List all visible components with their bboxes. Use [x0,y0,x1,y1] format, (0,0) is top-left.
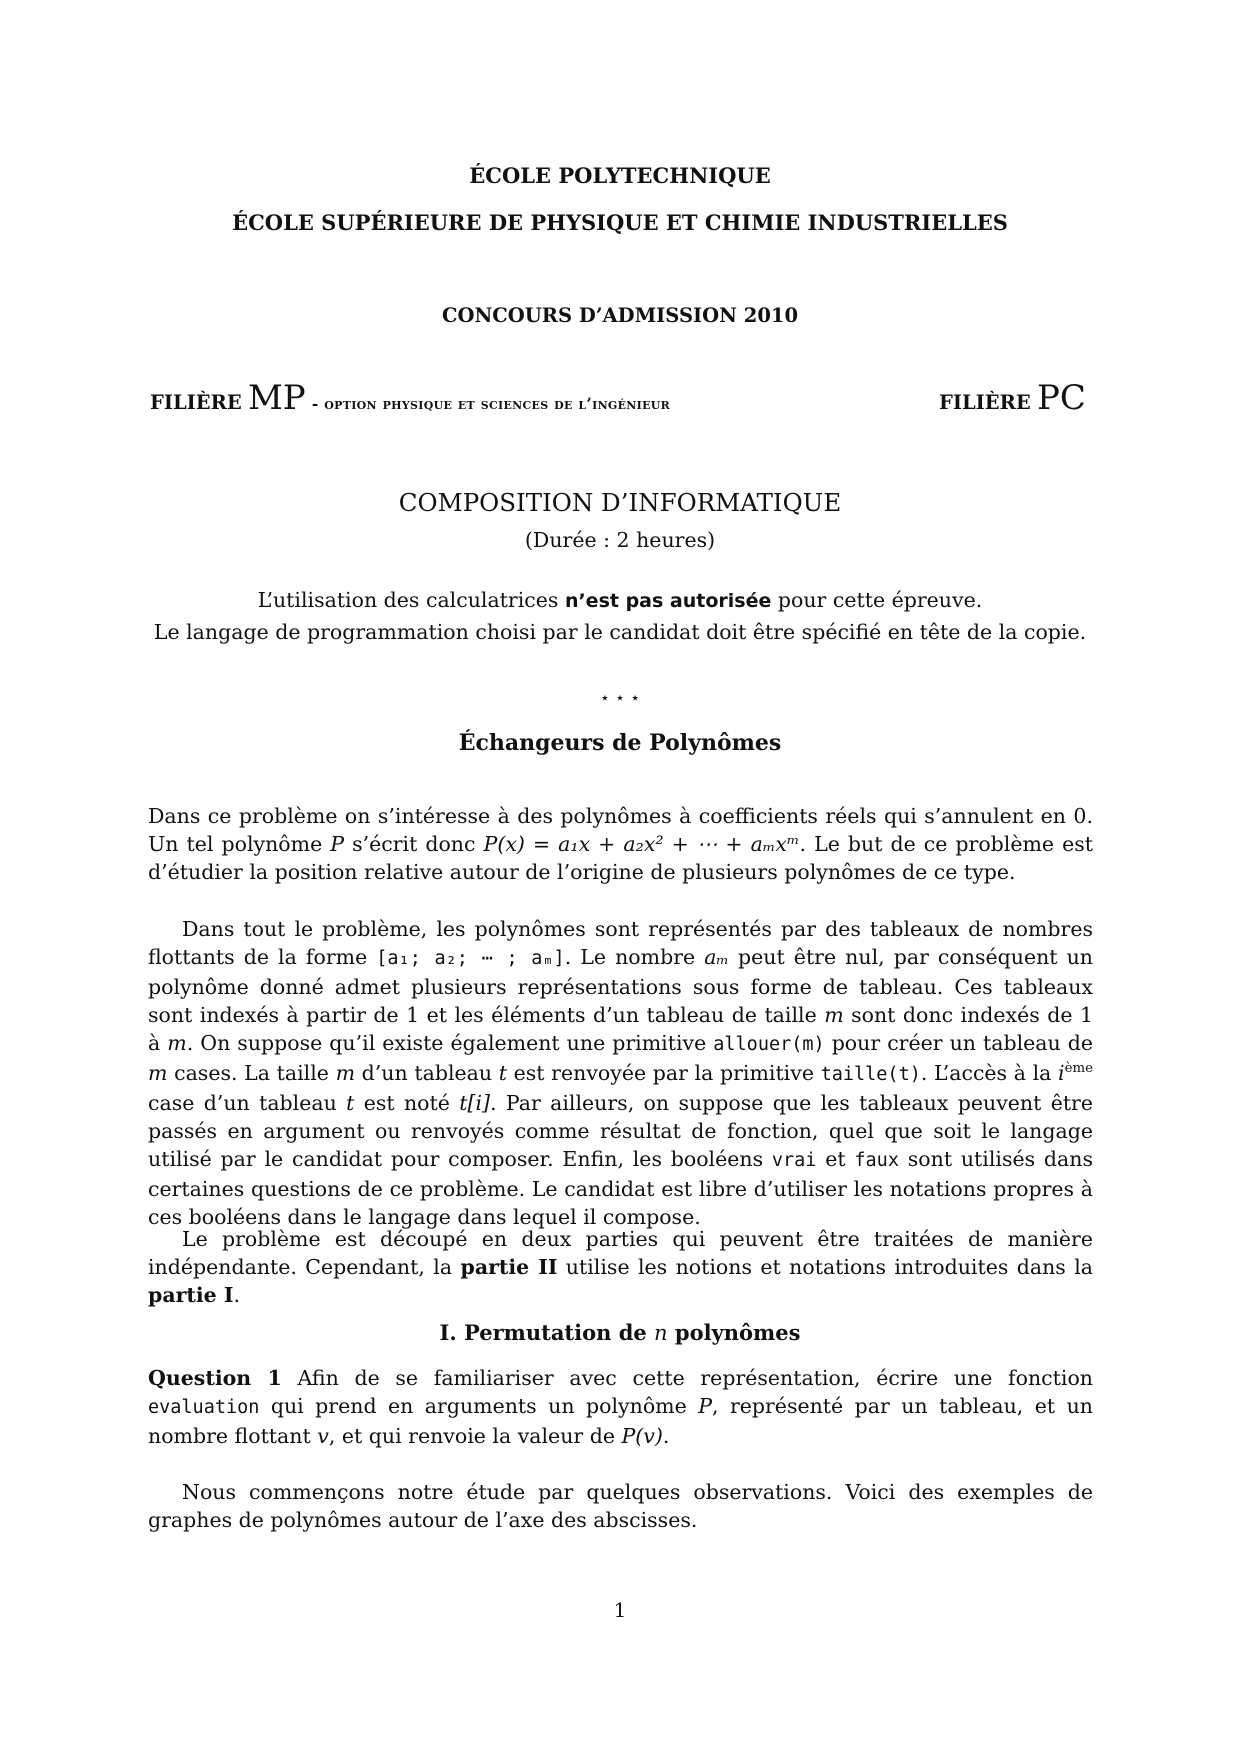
p3-c: . [233,1283,240,1307]
section-heading [0,1320,1240,1345]
p2-ti: t[i] [459,1091,491,1115]
p2-k: case d’un tableau [148,1091,347,1115]
evaluation-function-name: evaluation [148,1397,260,1418]
page-number: 1 [613,1598,627,1622]
p2-m1: m [824,1003,844,1027]
p2-f: pour créer un tableau de [824,1031,1093,1055]
section-n: n [654,1321,668,1345]
observations-paragraph: Nous commençons notre étude par quelques observations. Voici des exemples de graphes de polynômes autour de l’axe des abscisses. [148,1480,1093,1532]
p2-o: sont utilisés dans certaines questions de ce problème. Le candidat est libre d’utiliser les notations propres à ces booléens dans le langage dans lequel il compose. [148,1147,1093,1229]
partie-I: partie I [148,1283,234,1307]
p2-m4: m [335,1061,356,1085]
problem-title: Échangeurs de Polynômes [458,730,782,756]
p2-am: aₘ [704,945,729,969]
filiere-mp-code: MP [247,378,306,418]
concours-title: CONCOURS D’ADMISSION 2010 [441,304,799,327]
exam-duration: (Durée : 2 heures) [524,528,716,552]
intro-paragraph [148,802,1093,886]
intro-formula: P(x) = a₁x + a₂x² + ⋯ + aₘxᵐ [483,832,800,856]
p2-ieme-i: i [1058,1061,1065,1085]
p2-n: et [816,1147,855,1171]
p2-b: . Le nombre [564,945,705,969]
school-name-2: ÉCOLE SUPÉRIEURE DE PHYSIQUE ET CHIMIE INDUSTRIELLES [232,210,1008,235]
allouer-primitive: allouer(m) [713,1034,825,1055]
intro-c: . Le but de ce problème est d’étudier la position relative autour de l’origine de plusieurs polynômes de ce type. [148,832,1093,884]
rule-calculators [0,588,1240,612]
q1-a: Afin de se familiariser avec cette représentation, écrire une fonction [281,1366,1093,1390]
p2-g: cases. La taille [167,1061,336,1085]
p3-a: Le problème est découpé en deux parties qui peuvent être traitées de manière indépendante. Cependant, la [148,1227,1093,1279]
rule1-pre: L’utilisation des calculatrices [257,588,565,612]
rule1-bold: n’est pas autorisée [564,590,772,612]
intro-b: s’écrit donc [344,832,484,856]
rule-language: Le langage de programmation choisi par le candidat doit être spécifié en tête de la copie. [153,620,1087,644]
p2-i: est renvoyée par la primitive [506,1061,821,1085]
p2-t1: t [498,1061,507,1085]
filiere-pc-prefix: FILIÈRE [939,391,1031,414]
question-1-label: Question 1 [148,1366,282,1390]
intro-a: Dans ce problème on s’intéresse à des polynômes à coefficients réels qui s’annulent en 0. Un tel polynôme [148,804,1093,856]
section-post: polynômes [667,1320,801,1345]
partie-II: partie II [460,1255,558,1279]
p2-l: est noté [354,1091,460,1115]
p2-m3: m [148,1061,168,1085]
taille-primitive: taille(t) [820,1064,921,1085]
question-1 [148,1364,1093,1450]
p2-ieme-sup: ème [1064,1061,1093,1077]
p3-b: utilise les notions et notations introduites dans la [557,1255,1093,1279]
p2-h: d’un tableau [355,1061,499,1085]
school-name-1: ÉCOLE POLYTECHNIQUE [469,163,771,188]
p2-d: sont donc indexés de 1 à [148,1003,1094,1055]
q1-d: , et qui renvoie la valeur de [328,1424,622,1448]
p2-m2: m [167,1031,187,1055]
q1-P: P [698,1394,712,1418]
q1-b: qui prend en arguments un polynôme [259,1394,699,1418]
p2-j: . L’accès à la [920,1061,1059,1085]
faux-keyword: faux [854,1150,899,1171]
p2-e: . On suppose qu’il existe également une primitive [186,1031,714,1055]
structure-paragraph [148,1225,1093,1309]
rule1-post: pour cette épreuve. [771,588,983,612]
q1-c: , représenté par un tableau, et un nombre flottant [148,1394,1093,1448]
p2-a: Dans tout le problème, les polynômes sont représentés par des tableaux de nombres flottants de la forme [148,917,1093,969]
exam-title: COMPOSITION D’INFORMATIQUE [398,488,842,517]
q1-Pv: P(v) [621,1424,663,1448]
stars-divider: ⋆ ⋆ ⋆ [599,688,641,707]
filiere-mp-option: - option physique et sciences de l’ingénieur [311,394,671,413]
vrai-keyword: vrai [771,1150,817,1171]
filiere-pc-code: PC [1036,378,1086,418]
p2-c: peut être nul, par conséquent un polynôme donné admet plusieurs représentations sous forme de tableau. Ces tableaux sont indexés à partir de 1 et les éléments d’un tableau de taille [148,945,1093,1027]
p2-m-text: . Par ailleurs, on suppose que les tableaux peuvent être passés en argument ou renvoyés comme résultat de fonction, quel que soit le langage utilisé par le candidat pour composer. Enfin, les booléens [148,1091,1093,1171]
q1-v: v [317,1424,329,1448]
intro-P: P [330,832,345,856]
array-notation: [a₁; a₂; ⋯ ; aₘ] [376,948,565,969]
p2-t2: t [346,1091,355,1115]
filiere-mp-line [150,378,670,418]
representation-paragraph [148,915,1093,1231]
section-pre: I. Permutation de [439,1320,655,1345]
q1-e: . [662,1424,670,1448]
filiere-mp-prefix: FILIÈRE [150,391,242,414]
filiere-pc-line [939,378,1086,418]
